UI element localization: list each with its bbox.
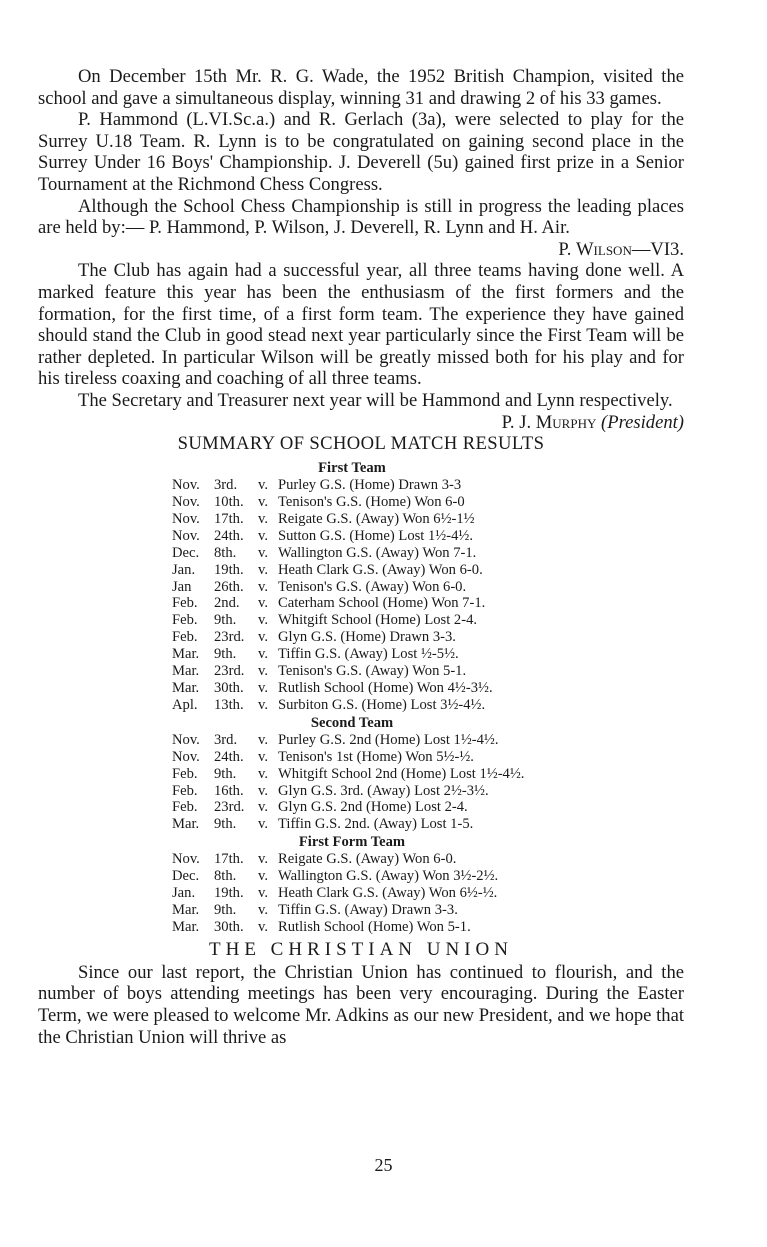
match-day: 17th. xyxy=(214,510,244,527)
page-number: 25 xyxy=(374,1155,393,1175)
match-month: Nov. xyxy=(172,748,200,765)
paragraph-club-year: The Club has again had a successful year, all three teams having done well. A marked feature this year has been the enthusiasm of the first formers and the formation, for the first time, of a first form team. The experience they have gained should stand the Club in good stead next year particularly since the First Team will be rather depleted. In particular Wilson will be greatly missed both for his play and for his tireless coaxing and coaching of all three teams. xyxy=(38,260,684,390)
match-results xyxy=(172,459,642,936)
signature-name: Murphy xyxy=(535,411,597,433)
match-day: 13th. xyxy=(214,696,244,713)
signature-role: (President) xyxy=(601,411,684,433)
match-day: 30th. xyxy=(214,918,244,935)
match-row xyxy=(172,595,642,612)
match-month: Feb. xyxy=(172,629,198,646)
match-month: Mar. xyxy=(172,918,200,935)
match-row xyxy=(172,663,642,680)
match-detail: Purley G.S. (Home) Drawn 3-3 xyxy=(278,477,462,494)
match-versus: v. xyxy=(258,663,268,680)
match-day: 9th. xyxy=(214,612,237,629)
match-month: Nov. xyxy=(172,494,200,510)
match-detail: Tenison's 1st (Home) Won 5½-½. xyxy=(278,748,474,765)
match-row xyxy=(172,732,642,749)
match-day: 24th. xyxy=(214,527,244,544)
signature-murphy xyxy=(462,412,684,434)
match-row xyxy=(172,528,642,545)
match-month: Mar. xyxy=(172,901,200,918)
team-title: Second Team xyxy=(310,714,394,731)
match-day: 3rd. xyxy=(214,731,238,748)
match-day: 9th. xyxy=(214,765,237,782)
match-month: Dec. xyxy=(172,868,200,885)
match-day: 26th. xyxy=(214,578,244,595)
match-versus: v. xyxy=(258,851,268,868)
match-day: 9th. xyxy=(214,901,237,918)
match-detail: Rutlish School (Home) Won 5-1. xyxy=(278,918,471,935)
match-day: 8th. xyxy=(214,868,237,885)
match-versus: v. xyxy=(258,765,268,782)
match-versus: v. xyxy=(258,561,268,578)
match-versus: v. xyxy=(258,901,268,918)
summary-heading: SUMMARY OF SCHOOL MATCH RESULTS xyxy=(177,433,545,455)
match-row xyxy=(172,562,642,579)
match-detail: Caterham School (Home) Won 7-1. xyxy=(278,595,486,612)
match-detail: Tiffin G.S. (Away) Lost ½-5½. xyxy=(278,646,459,663)
match-row xyxy=(172,579,642,596)
match-versus: v. xyxy=(258,510,268,527)
match-month: Feb. xyxy=(172,799,198,816)
match-month: Feb. xyxy=(172,765,198,782)
match-month: Feb. xyxy=(172,595,198,612)
match-versus: v. xyxy=(258,731,268,748)
match-versus: v. xyxy=(258,696,268,713)
match-row xyxy=(172,868,642,885)
match-detail: Wallington G.S. (Away) Won 3½-2½. xyxy=(278,868,499,885)
match-detail: Purley G.S. 2nd (Home) Lost 1½-4½. xyxy=(278,731,499,748)
match-versus: v. xyxy=(258,885,268,902)
match-row xyxy=(172,494,642,511)
match-versus: v. xyxy=(258,578,268,595)
match-row xyxy=(172,885,642,902)
match-detail: Wallington G.S. (Away) Won 7-1. xyxy=(278,544,477,561)
document-body xyxy=(38,66,684,1048)
match-day: 9th. xyxy=(214,816,237,833)
match-row xyxy=(172,766,642,783)
match-month: Feb. xyxy=(172,782,198,799)
match-day: 9th. xyxy=(214,646,237,663)
match-versus: v. xyxy=(258,918,268,935)
match-day: 19th. xyxy=(214,885,244,902)
team-title: First Form Team xyxy=(298,834,406,851)
match-row xyxy=(172,646,642,663)
match-month: Jan xyxy=(172,578,192,595)
signature-wilson xyxy=(518,239,684,261)
match-row xyxy=(172,477,642,494)
match-versus: v. xyxy=(258,629,268,646)
paragraph-surrey-selection: P. Hammond (L.VI.Sc.a.) and R. Gerlach (3a), were selected to play for the Surrey U.18 Team. R. Lynn is to be congratulated on gaining second place in the Surrey Under 16 Boys' Championship. J. Deverell (5u) gained first prize in a Senior Tournament at the Richmond Chess Congress. xyxy=(38,109,684,195)
match-detail: Rutlish School (Home) Won 4½-3½. xyxy=(278,679,493,696)
match-versus: v. xyxy=(258,799,268,816)
secretary-text: The Secretary and Treasurer next year will be Hammond and Lynn respectively. xyxy=(78,389,673,411)
match-row xyxy=(172,816,642,833)
match-month: Feb. xyxy=(172,612,198,629)
match-row xyxy=(172,629,642,646)
match-month: Dec. xyxy=(172,544,200,561)
match-row xyxy=(172,680,642,697)
match-month: Nov. xyxy=(172,477,200,494)
match-day: 19th. xyxy=(214,561,244,578)
match-day: 3rd. xyxy=(214,477,238,494)
match-detail: Reigate G.S. (Away) Won 6-0. xyxy=(278,851,457,868)
match-row xyxy=(172,919,642,936)
match-versus: v. xyxy=(258,782,268,799)
match-day: 17th. xyxy=(214,851,244,868)
team-title: First Team xyxy=(318,460,386,477)
match-month: Mar. xyxy=(172,816,200,833)
match-row xyxy=(172,697,642,714)
match-month: Mar. xyxy=(172,663,200,680)
match-detail: Tiffin G.S. 2nd. (Away) Lost 1-5. xyxy=(278,816,474,833)
match-month: Nov. xyxy=(172,851,200,868)
match-day: 24th. xyxy=(214,748,244,765)
match-row xyxy=(172,783,642,800)
paragraph-christian-union: Since our last report, the Christian Union has continued to flourish, and the number of boys attending meetings has been very encouraging. During the Easter Term, we were pleased to welcome Mr. Adkins as our new President, and we hope that the Christian Union will thrive as xyxy=(38,961,684,1048)
paragraph-wade-display: On December 15th Mr. R. G. Wade, the 1952 British Champion, visited the school and gave a simultaneous display, winning 31 and drawing 2 of his 33 games. xyxy=(38,66,684,109)
match-versus: v. xyxy=(258,544,268,561)
championship-text: Although the School Chess Championship is still in progress the leading places are held by:— P. Hammond, P. Wilson, J. Deverell, R. Lynn and H. Air. xyxy=(38,195,684,239)
match-day: 2nd. xyxy=(214,595,240,612)
match-detail: Heath Clark G.S. (Away) Won 6½-½. xyxy=(278,885,498,902)
match-versus: v. xyxy=(258,646,268,663)
match-month: Apl. xyxy=(172,696,198,713)
match-detail: Surbiton G.S. (Home) Lost 3½-4½. xyxy=(278,696,486,713)
match-versus: v. xyxy=(258,679,268,696)
match-detail: Whitgift School 2nd (Home) Lost 1½-4½. xyxy=(278,765,525,782)
signature-name: Wilson xyxy=(576,238,632,260)
signature-initial: P. J. xyxy=(501,411,536,433)
match-detail: Heath Clark G.S. (Away) Won 6-0. xyxy=(278,561,483,578)
match-versus: v. xyxy=(258,527,268,544)
match-versus: v. xyxy=(258,477,268,494)
match-day: 23rd. xyxy=(214,663,245,680)
match-row xyxy=(172,612,642,629)
match-detail: Glyn G.S. 2nd (Home) Lost 2-4. xyxy=(278,799,468,816)
match-month: Jan. xyxy=(172,561,196,578)
match-versus: v. xyxy=(258,816,268,833)
match-month: Mar. xyxy=(172,679,200,696)
match-day: 23rd. xyxy=(214,629,245,646)
signature-initial: P. xyxy=(558,238,576,260)
match-row xyxy=(172,749,642,766)
match-row xyxy=(172,902,642,919)
match-month: Nov. xyxy=(172,731,200,748)
paragraph-secretary xyxy=(38,389,684,433)
match-row xyxy=(172,545,642,562)
paragraph-championship xyxy=(38,195,684,260)
match-detail: Tenison's G.S. (Away) Won 5-1. xyxy=(278,663,467,680)
match-month: Nov. xyxy=(172,527,200,544)
match-versus: v. xyxy=(258,595,268,612)
christian-union-heading: THE CHRISTIAN UNION xyxy=(209,938,513,960)
match-row xyxy=(172,851,642,868)
match-versus: v. xyxy=(258,612,268,629)
match-detail: Whitgift School (Home) Lost 2-4. xyxy=(278,612,478,629)
match-day: 10th. xyxy=(214,494,244,510)
signature-form: —VI3. xyxy=(631,238,684,260)
match-month: Mar. xyxy=(172,646,200,663)
match-versus: v. xyxy=(258,494,268,510)
match-row xyxy=(172,799,642,816)
match-detail: Sutton G.S. (Home) Lost 1½-4½. xyxy=(278,527,473,544)
match-month: Nov. xyxy=(172,510,200,527)
match-day: 8th. xyxy=(214,544,237,561)
match-detail: Glyn G.S. (Home) Drawn 3-3. xyxy=(278,629,456,646)
match-detail: Glyn G.S. 3rd. (Away) Lost 2½-3½. xyxy=(278,782,489,799)
match-day: 23rd. xyxy=(214,799,245,816)
match-detail: Reigate G.S. (Away) Won 6½-1½ xyxy=(278,510,475,527)
match-detail: Tenison's G.S. (Away) Won 6-0. xyxy=(278,578,467,595)
match-day: 30th. xyxy=(214,679,244,696)
match-versus: v. xyxy=(258,868,268,885)
match-detail: Tiffin G.S. (Away) Drawn 3-3. xyxy=(278,901,458,918)
match-row xyxy=(172,511,642,528)
match-day: 16th. xyxy=(214,782,244,799)
match-versus: v. xyxy=(258,748,268,765)
match-month: Jan. xyxy=(172,885,196,902)
match-detail: Tenison's G.S. (Home) Won 6-0 xyxy=(278,494,465,510)
